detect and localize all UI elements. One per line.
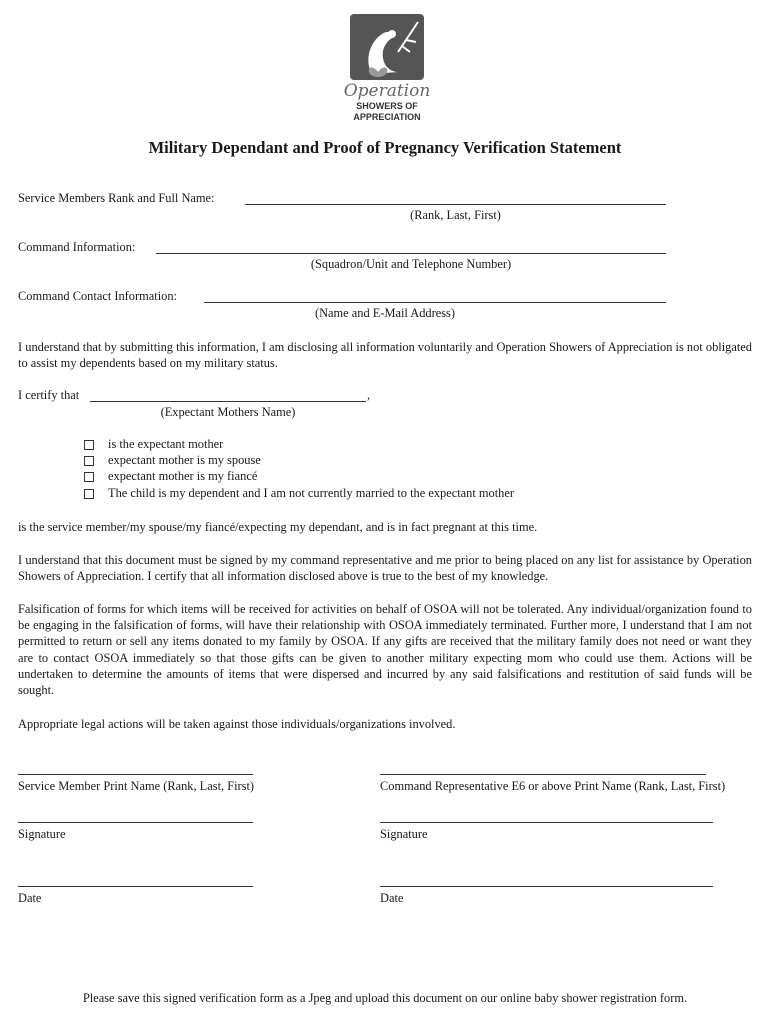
option-row [84,469,257,484]
option-checkbox-3[interactable] [84,472,94,482]
option-label-4: The child is my dependent and I am not currently married to the expectant mother [108,486,514,500]
member-date-label: Date [18,891,42,905]
option-row [84,486,514,501]
logo-script: Operation [343,81,431,101]
member-signature-label: Signature [18,827,66,841]
expectant-mother-hint: (Expectant Mothers Name) [160,405,296,419]
option-row [84,437,223,452]
rep-signature-line[interactable] [380,822,713,823]
rep-date-label: Date [380,891,404,905]
member-signature-line[interactable] [18,822,253,823]
option-label-1: is the expectant mother [108,437,224,451]
rep-print-line[interactable] [380,774,706,775]
option-row [84,453,261,468]
footer-note: Please save this signed verification form as a Jpeg and upload this document on our online baby shower registration form. [82,991,688,1005]
logo-line-2: APPRECIATION [353,112,421,122]
contact-input-line[interactable] [204,302,666,303]
certify-suffix: , [367,388,371,402]
logo-line-1: SHOWERS OF [356,101,418,111]
option-label-3: expectant mother is my fiancé [108,469,258,483]
option-checkbox-2[interactable] [84,456,94,466]
rep-signature-label: Signature [380,827,428,841]
option-checkbox-1[interactable] [84,440,94,450]
member-date-line[interactable] [18,886,253,887]
logo [342,12,432,124]
logo-graphic [342,12,432,124]
rank-name-input-line[interactable] [245,204,666,205]
contact-label: Command Contact Information: [18,289,177,303]
rep-print-label: Command Representative E6 or above Print Name (Rank, Last, First) [380,779,726,793]
certify-prefix: I certify that [18,388,80,402]
member-print-label: Service Member Print Name (Rank, Last, First) [18,779,255,793]
command-label: Command Information: [18,240,136,254]
legal-paragraph: Appropriate legal actions will be taken against those individuals/organizations involved. [18,717,456,731]
statement-text: is the service member/my spouse/my fiancé/expecting my dependant, and is in fact pregnant at this time. [18,520,538,534]
command-hint: (Squadron/Unit and Telephone Number) [310,257,512,271]
rank-name-label: Service Members Rank and Full Name: [18,191,215,205]
understand-paragraph-1: I understand that by submitting this information, I am disclosing all information voluntarily and Operation Showers of Appreciation is not obligated to assist my dependents based on my military status. [18,340,752,371]
understand-paragraph-2: I understand that this document must be signed by my command representative and me prior to being placed on any list for assistance by Operation Showers of Appreciation. I certify that all information disclosed above is true to the best of my knowledge. [18,553,752,584]
contact-hint: (Name and E-Mail Address) [314,306,456,320]
rank-name-hint: (Rank, Last, First) [410,208,501,222]
page-title: Military Dependant and Proof of Pregnancy Verification Statement [148,138,622,157]
option-checkbox-4[interactable] [84,489,94,499]
option-label-2: expectant mother is my spouse [108,453,261,467]
falsification-paragraph: Falsification of forms for which items will be received for activities on behalf of OSOA will not be tolerated. Any individual/organization found to be engaging in the falsification of forms, will have their relationship with OSOA immediately terminated. Further more, I understand that I am not permitted to return or sell any items donated to my family by OSOA. If any gifts are received that the military family does not need or want they are to contact OSOA immediately so that those gifts can be given to another military expecting mom who could use them. Actions will be undertaken to determine the amounts of items that were dispersed and incurred by any said falsifications and restitution of said funds will be sought. [18,602,752,698]
expectant-mother-input-line[interactable] [90,401,366,402]
member-print-line[interactable] [18,774,253,775]
rep-date-line[interactable] [380,886,713,887]
command-input-line[interactable] [156,253,666,254]
